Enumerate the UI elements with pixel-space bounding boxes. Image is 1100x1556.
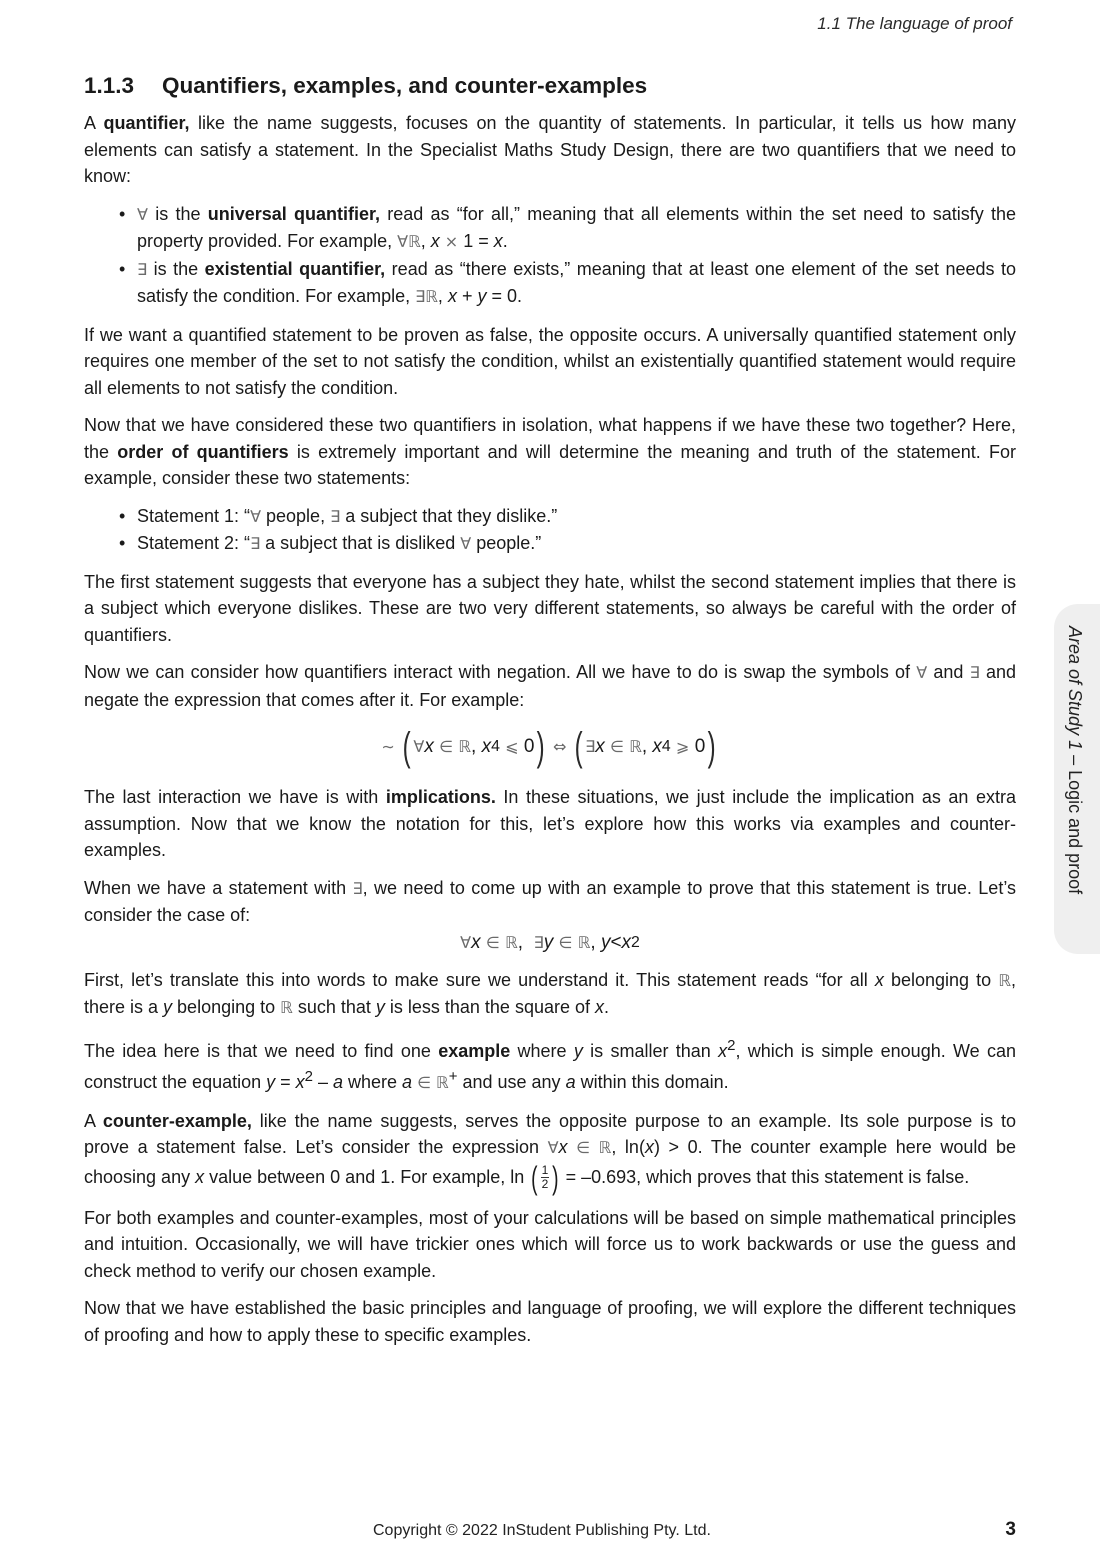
exists-icon: ∃	[137, 259, 148, 279]
paragraph-false-proof: If we want a quantified statement to be proven as false, the opposite occurs. A universally quantified statement only requires one member of the set to not satisfy the condition, whilst an existentially quantified statement would require all elements to not satisfy the condition.	[84, 324, 1016, 398]
paragraph-counter-example: A counter-example, like the name suggests, serves the opposite purpose to an example. Its sole purpose is to prove a statement false. Let’s consider the expression ∀x ∈ ℝ, ln(x) > 0. The counter example here would be choosing any x value between 0 and 1. For example, ln ( $\frac{1}{2}$ ) = –0.693, which proves that this statement is false.	[84, 1110, 1016, 1196]
paragraph-translation: First, let’s translate this into words to make sure we understand it. This statement reads “for all x belonging to ℝ, there is a y belonging to ℝ such that y is less than the square of x.	[84, 969, 1017, 1017]
paragraph-closing: Now that we have established the basic principles and language of proofing, we will explore the different techniques of proofing and how to apply these to specific examples.	[84, 1298, 1016, 1345]
paragraph-calculations: For both examples and counter-examples, most of your calculations will be based on simple mathematical principles and intuition. Occasionally, we will have trickier ones which will force us to work backwards or use the guess and check method to verify our chosen example.	[84, 1207, 1016, 1281]
list-item-existential: • ∃ is the existential quantifier, read as “there exists,” meaning that at least one element of the set needs to satisfy the condition. For example, ∃ℝ, x + y = 0.	[137, 256, 1016, 311]
forall-icon: ∀	[137, 204, 148, 224]
fraction-one-half: $\frac{1}{2}$	[541, 1163, 549, 1191]
section-heading	[84, 70, 1016, 102]
chapter-side-tab	[1054, 604, 1100, 954]
paragraph-quantifier-intro: A quantifier, like the name suggests, focuses on the quantity of statements. In particular, it tells us how many elements can satisfy a statement. In the Specialist Maths Study Design, there are two quantifiers that we need to know:	[84, 113, 1017, 186]
paragraph-negation: Now we can consider how quantifiers interact with negation. All we have to do is swap the symbols of ∀ and ∃ and negate the expression that comes after it. For example:	[84, 662, 1016, 710]
paragraph-first-statement: The first statement suggests that everyone has a subject they hate, whilst the second statement implies that there is a subject which everyone dislikes. These are two very different statements, so always be careful with the order of quantifiers.	[84, 571, 1016, 645]
paragraph-exists-example: When we have a statement with ∃, we need to come up with an example to prove that this statement is true. Let’s consider the case of:	[84, 877, 1016, 925]
page-content	[84, 70, 1016, 1359]
chapter-side-tab-label: Area of Study 1 – Logic and proof	[1065, 626, 1085, 895]
negation-equation: ∼ ( ∀ x ∈ ℝ , x 4 ⩽ 0 ) ⇔ ( ∃ x ∈ ℝ , x 4 ⩾ 0 )	[381, 725, 716, 769]
example-equation: ∀ x ∈ ℝ , ∃ y ∈ ℝ , y < x 2	[460, 932, 640, 954]
paragraph-example: The idea here is that we need to find one example where y is smaller than $x^2$, which is simple enough. We can construct the equation $y = x^2 - a$ where a ∈ ℝ+ and use any a within this domain.	[84, 1036, 1017, 1092]
section-title: Quantifiers, examples, and counter-examples	[162, 73, 648, 98]
page-number: 3	[1005, 1519, 1016, 1540]
list-item-statement-2: • Statement 2: “∃ a subject that is disliked ∀ people.”	[137, 530, 1016, 558]
paragraph-order-quantifiers: Now that we have considered these two quantifiers in isolation, what happens if we have these two together? Here, the order of quantifiers is extremely important and will determine the meaning and truth of the statement. For example, consider these two statements:	[84, 415, 1017, 488]
list-item-statement-1: • Statement 1: “∀ people, ∃ a subject that they dislike.”	[137, 503, 1016, 531]
section-number: 1.1.3	[84, 73, 135, 98]
list-item-universal: • ∀ is the universal quantifier, read as “for all,” meaning that all elements within the set need to satisfy the property provided. For example, ∀ℝ, x × 1 = x.	[137, 201, 1016, 256]
running-head: 1.1 The language of proof	[817, 14, 1012, 33]
statement-list	[84, 503, 1016, 558]
copyright-footer: Copyright © 2022 InStudent Publishing Pty. Ltd.	[373, 1522, 711, 1539]
paragraph-implications: The last interaction we have is with implications. In these situations, we just include the implication as an extra assumption. Now that we know the notation for this, let’s explore how this works via examples and counter-examples.	[84, 787, 1016, 860]
quantifier-list	[84, 201, 1016, 311]
